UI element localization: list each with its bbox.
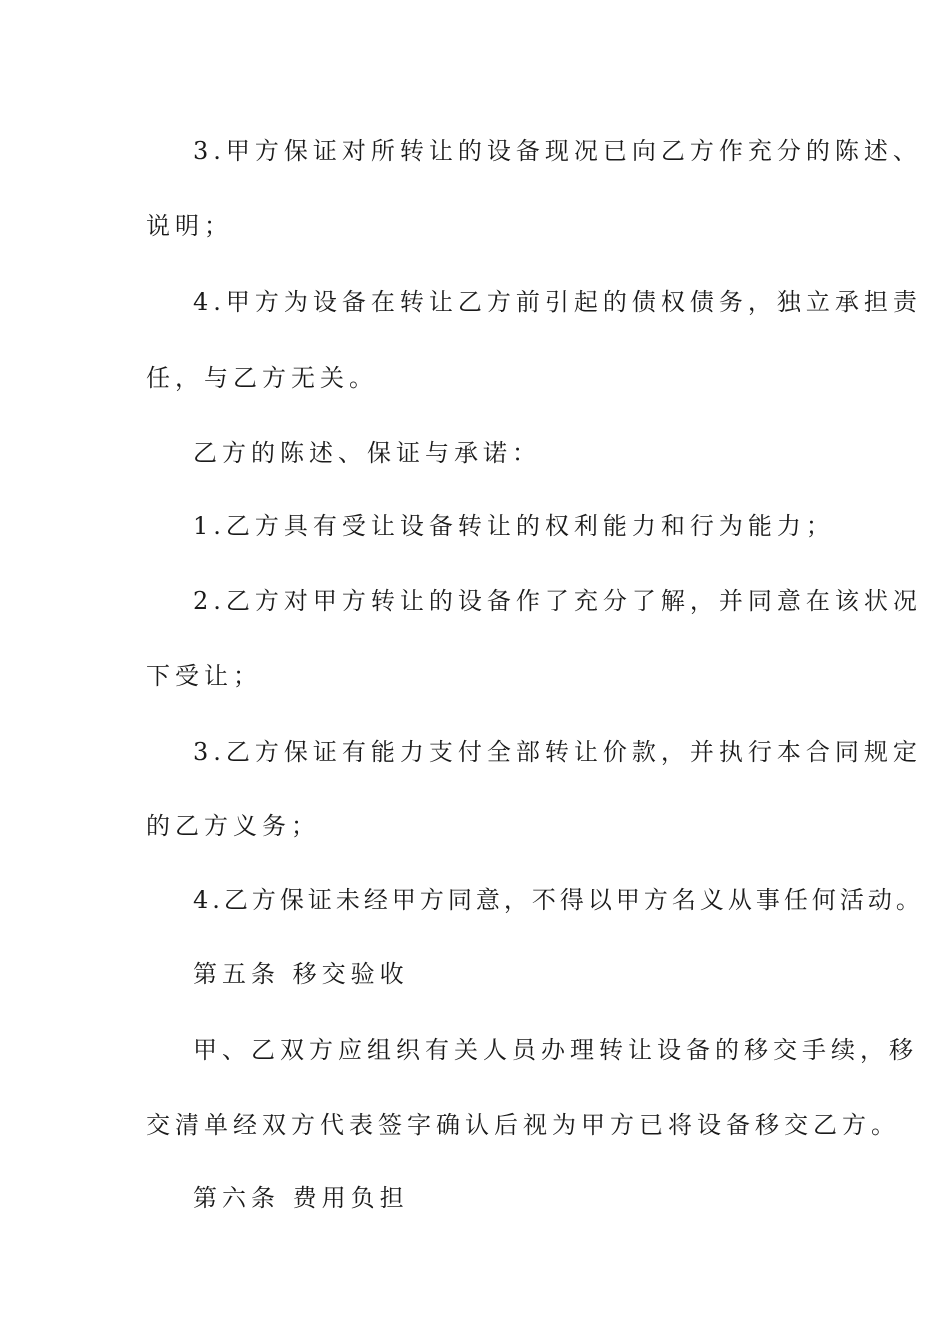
seller-warranty-3-line-2: 说明； (146, 212, 233, 240)
buyer-warranty-4: 4.乙方保证未经甲方同意，不得以甲方名义从事任何活动。 (193, 886, 924, 914)
article-5-body-line-1: 甲、乙双方应组织有关人员办理转让设备的移交手续，移 (193, 1036, 918, 1064)
article-6-heading: 第六条 费用负担 (193, 1184, 409, 1212)
seller-warranty-4-line-2: 任，与乙方无关。 (146, 364, 378, 392)
buyer-warranty-2-line-2: 下受让； (146, 662, 262, 690)
buyer-warranty-3-line-2: 的乙方义务； (146, 812, 320, 840)
buyer-warranty-3-line-1: 3.乙方保证有能力支付全部转让价款，并执行本合同规定 (193, 738, 922, 766)
buyer-warranties-heading: 乙方的陈述、保证与承诺： (193, 439, 541, 467)
article-5-body-line-2: 交清单经双方代表签字确认后视为甲方已将设备移交乙方。 (146, 1111, 900, 1139)
article-5-heading: 第五条 移交验收 (193, 960, 409, 988)
buyer-warranty-2-line-1: 2.乙方对甲方转让的设备作了充分了解，并同意在该状况 (193, 587, 922, 615)
buyer-warranty-1: 1.乙方具有受让设备转让的权利能力和行为能力； (193, 512, 835, 540)
seller-warranty-3-line-1: 3.甲方保证对所转让的设备现况已向乙方作充分的陈述、 (193, 137, 922, 165)
seller-warranty-4-line-1: 4.甲方为设备在转让乙方前引起的债权债务，独立承担责 (193, 288, 922, 316)
